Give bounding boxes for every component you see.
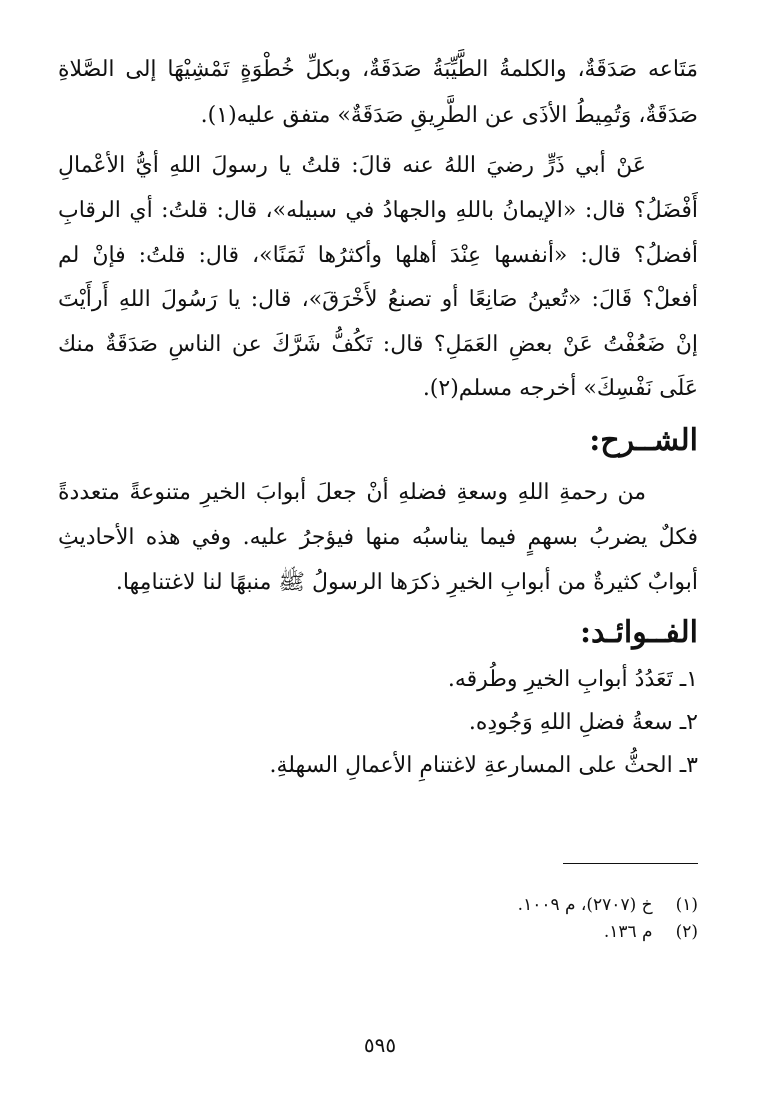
page-number: ٥٩٥ bbox=[363, 1033, 397, 1057]
sharh-heading: الشــرح: bbox=[589, 423, 698, 458]
footnote-2-text: م ١٣٦. bbox=[603, 922, 653, 942]
hadith2-line-2: أَفْضَلُ؟ قال: «الإيمانُ باللهِ والجهادُ في سبيله»، قال: قلتُ: أي الرقابِ bbox=[58, 198, 698, 223]
footnote-1-number: (١) bbox=[675, 895, 698, 915]
fawaid-item-3: ٣ـ الحثُّ على المسارعةِ لاغتنامِ الأعمالِ السهلةِ. bbox=[269, 753, 698, 778]
hadith1-line-1: مَتَاعه صَدَقَةٌ، والكلمةُ الطَّيِّبَةُ صَدَقَةٌ، وبكلِّ خُطْوَةٍ تَمْشِيْهَا إلى الصَّلاةِ bbox=[58, 57, 698, 82]
fawaid-item-2: ٢ـ سعةُ فضلِ اللهِ وَجُودِه. bbox=[468, 710, 698, 735]
hadith2-line-5: إنْ ضَعُفْتُ عَنْ بعضِ العَمَلِ؟ قال: تَكُفُّ شَرَّكَ عن الناسِ صَدَقَةٌ منك bbox=[58, 332, 698, 357]
hadith1-line-2: صَدَقَةٌ، وَتُمِيطُ الأذَى عن الطَّرِيقِ صَدَقَةٌ» متفق عليه(١). bbox=[200, 103, 698, 128]
hadith2-line-4: أفعلْ؟ قَالَ: «تُعينُ صَانِعًا أو تصنعُ لأَخْرَقَ»، قال: يا رَسُولَ اللهِ أَرأَيْتَ bbox=[58, 287, 698, 312]
fawaid-heading: الفــوائـد: bbox=[579, 615, 698, 650]
sharh-line-1: من رحمةِ اللهِ وسعةِ فضلهِ أنْ جعلَ أبوابَ الخيرِ متنوعةً متعددةً bbox=[58, 480, 646, 505]
footnote-separator bbox=[563, 863, 698, 864]
fawaid-item-1: ١ـ تَعَدُدُ أبوابِ الخيرِ وطُرقه. bbox=[447, 667, 698, 692]
sharh-line-2: فكلٌ يضربُ بسهمٍ فيما يناسبُه منها فيؤجرُ عليه. وفي هذه الأحاديثِ bbox=[58, 525, 698, 550]
hadith2-line-6: عَلَى نَفْسِكَ» أخرجه مسلم(٢). bbox=[422, 376, 698, 401]
sharh-line-3: أبوابٌ كثيرةٌ من أبوابِ الخيرِ ذكرَها الرسولُ ﷺ منبهًا لنا لاغتنامِها. bbox=[115, 570, 698, 595]
hadith2-line-1: عَنْ أبي ذَرٍّ رضيَ اللهُ عنه قالَ: قلتُ يا رسولَ اللهِ أيُّ الأعْمالِ bbox=[58, 153, 646, 178]
footnote-2-number: (٢) bbox=[675, 922, 698, 942]
footnote-2 bbox=[604, 916, 698, 948]
footnote-1-text: خ (٢٧٠٧)، م ١٠٠٩. bbox=[517, 895, 653, 915]
hadith2-line-3: أفضلُ؟ قال: «أنفسها عِنْدَ أهلها وأكثرُها ثَمَنًا»، قال: قلتُ: فإنْ لم bbox=[58, 243, 698, 268]
